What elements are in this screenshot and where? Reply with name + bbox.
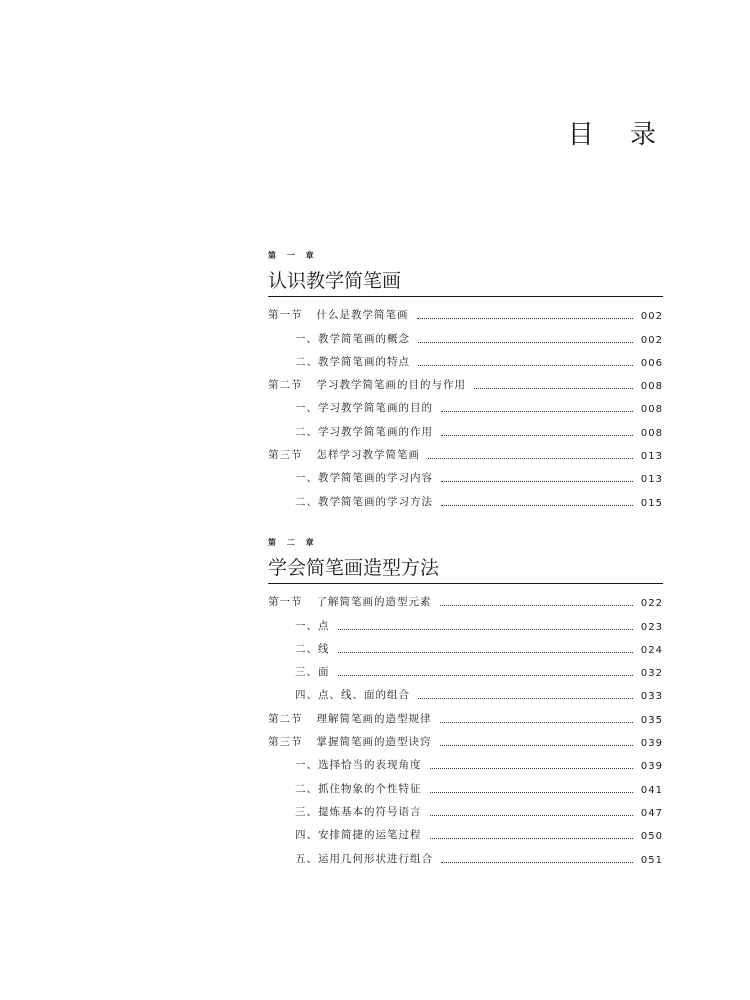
toc-item-row (268, 749, 663, 772)
chapter-entries (268, 299, 668, 509)
page-number: 006 (640, 357, 663, 369)
entry-label (268, 400, 433, 415)
dot-leader (441, 862, 633, 863)
toc-item-row (268, 462, 663, 485)
page-number: 039 (640, 761, 663, 773)
page-number: 002 (640, 311, 663, 323)
chapter-title: 认识教学简笔画 (268, 267, 663, 297)
page-number: 002 (640, 334, 663, 346)
entry-text: 什么是教学简笔画 (316, 309, 409, 322)
entry-label (268, 307, 409, 322)
toc-section-row (268, 369, 663, 392)
page-number: 022 (640, 598, 663, 610)
toc-item-row (268, 772, 663, 795)
entry-text: 二、线 (295, 642, 330, 655)
toc-item-row (268, 819, 663, 842)
entry-label (268, 851, 433, 866)
entry-text: 一、教学简笔画的概念 (295, 332, 410, 345)
entry-label (268, 711, 432, 726)
entry-text: 理解简笔画的造型规律 (316, 712, 432, 725)
page-number: 013 (640, 451, 663, 463)
toc-section-row (268, 702, 663, 725)
entry-label (268, 664, 330, 679)
entry-text: 一、学习教学简笔画的目的 (295, 402, 433, 415)
page-number: 050 (640, 831, 663, 843)
toc-item-row (268, 679, 663, 702)
entry-label (268, 470, 433, 485)
dot-leader (441, 505, 633, 506)
entry-label (268, 494, 433, 509)
entry-label (268, 354, 410, 369)
page-title: 目 录 (567, 120, 670, 150)
entry-text: 五、运用几何形状进行组合 (295, 852, 433, 865)
toc-item-row (268, 346, 663, 369)
chapter-entries (268, 586, 668, 866)
toc-item-row (268, 842, 663, 865)
dot-leader (417, 318, 633, 319)
page-number: 008 (640, 404, 663, 416)
dot-leader (440, 605, 633, 606)
page-number: 033 (640, 691, 663, 703)
chapter-1 (268, 250, 668, 509)
section-number: 第二节 (268, 712, 303, 725)
section-number: 第二节 (268, 379, 303, 392)
entry-text: 二、教学简笔画的特点 (295, 355, 410, 368)
section-number: 第一节 (268, 309, 303, 322)
entry-text: 一、选择恰当的表现角度 (295, 759, 422, 772)
dot-leader (430, 838, 633, 839)
dot-leader (441, 411, 633, 412)
toc-section-row (268, 726, 663, 749)
entry-text: 三、面 (295, 666, 330, 679)
toc-item-row (268, 633, 663, 656)
page-number: 023 (640, 621, 663, 633)
entry-text: 四、安排简捷的运笔过程 (295, 829, 422, 842)
entry-label (268, 827, 422, 842)
section-number: 第一节 (268, 596, 303, 609)
toc-item-row (268, 656, 663, 679)
toc-item-row (268, 392, 663, 415)
page-number: 013 (640, 474, 663, 486)
entry-text: 怎样学习教学简笔画 (316, 449, 420, 462)
entry-text: 二、学习教学简笔画的作用 (295, 425, 433, 438)
toc-section-row (268, 439, 663, 462)
dot-leader (418, 698, 633, 699)
dot-leader (338, 652, 633, 653)
chapter-label: 第 一 章 (268, 251, 318, 260)
dot-leader (440, 722, 633, 723)
entry-label (268, 594, 432, 609)
toc-section-row (268, 586, 663, 609)
dot-leader (474, 388, 633, 389)
entry-label (268, 447, 420, 462)
toc-item-row (268, 415, 663, 438)
entry-text: 一、点 (295, 619, 330, 632)
entry-label (268, 424, 433, 439)
entry-label (268, 641, 330, 656)
page-number: 051 (640, 854, 663, 866)
entry-label (268, 377, 466, 392)
entry-text: 四、点、线、面的组合 (295, 689, 410, 702)
dot-leader (430, 768, 633, 769)
page-number: 035 (640, 714, 663, 726)
dot-leader (428, 458, 633, 459)
entry-text: 一、教学简笔画的学习内容 (295, 472, 433, 485)
dot-leader (440, 745, 633, 746)
page-number: 024 (640, 644, 663, 656)
dot-leader (430, 792, 633, 793)
toc-item-row (268, 322, 663, 345)
entry-text: 学习教学简笔画的目的与作用 (316, 379, 466, 392)
entry-label (268, 757, 422, 772)
page-number: 032 (640, 668, 663, 680)
toc-section-row (268, 299, 663, 322)
entry-label (268, 618, 330, 633)
dot-leader (430, 815, 633, 816)
entry-label (268, 687, 410, 702)
entry-label (268, 781, 422, 796)
dot-leader (441, 435, 633, 436)
dot-leader (418, 365, 633, 366)
entry-label (268, 331, 410, 346)
entry-text: 二、教学简笔画的学习方法 (295, 495, 433, 508)
entry-text: 三、提炼基本的符号语言 (295, 805, 422, 818)
page-number: 008 (640, 381, 663, 393)
chapter-2 (268, 537, 668, 866)
entry-text: 二、抓住物象的个性特征 (295, 782, 422, 795)
entry-text: 了解简笔画的造型元素 (316, 596, 432, 609)
toc-item-row (268, 609, 663, 632)
page-number: 041 (640, 784, 663, 796)
chapter-title: 学会简笔画造型方法 (268, 554, 663, 584)
toc-item-row (268, 485, 663, 508)
chapter-label: 第 二 章 (268, 538, 318, 547)
entry-label (268, 734, 432, 749)
section-number: 第三节 (268, 736, 303, 749)
section-number: 第三节 (268, 449, 303, 462)
entry-label (268, 804, 422, 819)
page-number: 039 (640, 738, 663, 750)
dot-leader (418, 342, 633, 343)
page-number: 047 (640, 807, 663, 819)
dot-leader (338, 675, 633, 676)
dot-leader (441, 481, 633, 482)
toc-item-row (268, 796, 663, 819)
dot-leader (338, 629, 633, 630)
page-number: 008 (640, 427, 663, 439)
page-number: 015 (640, 497, 663, 509)
entry-text: 掌握简笔画的造型诀窍 (316, 736, 432, 749)
